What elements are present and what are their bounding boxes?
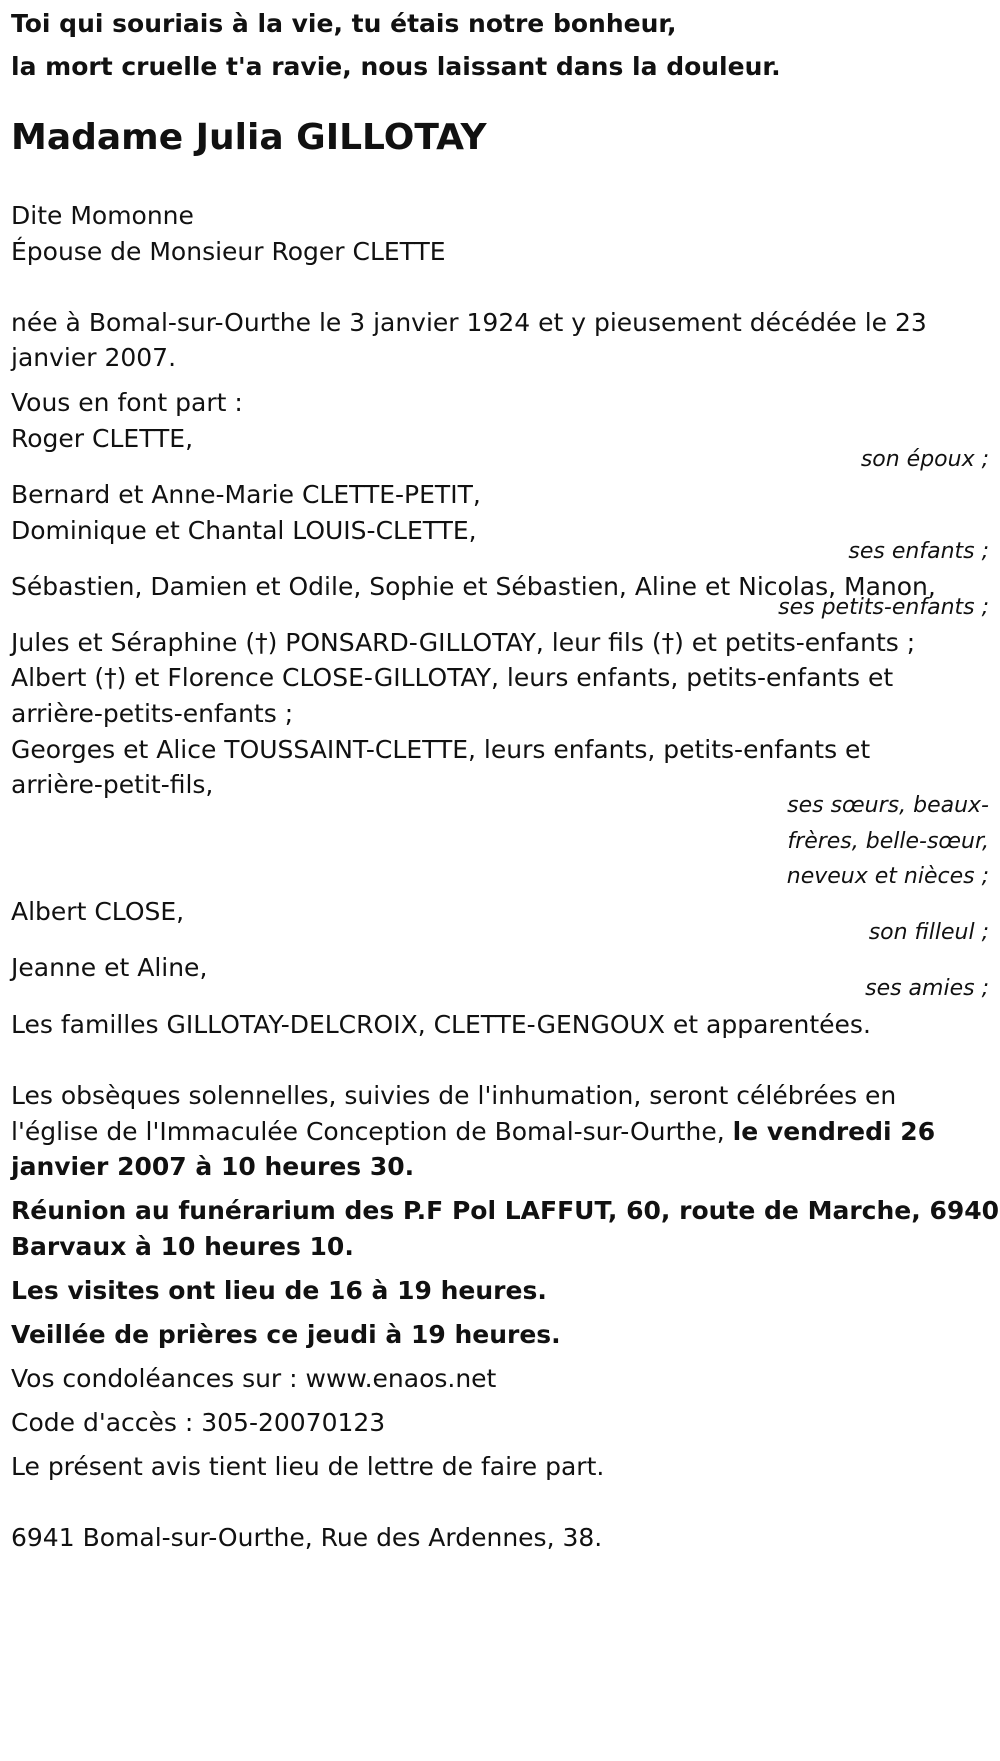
funeral-line-2 (11, 1112, 935, 1152)
condolences-line: Vos condoléances sur : www.enaos.net (11, 1364, 497, 1393)
sibling-line-4: Georges et Alice TOUSSAINT-CLETTE, leurs enfants, petits-enfants et (11, 735, 871, 764)
relation-friends: ses amies ; (865, 976, 989, 1001)
vigil-line: Veillée de prières ce jeudi à 19 heures. (11, 1320, 561, 1349)
child-name-2: Dominique et Chantal LOUIS-CLETTE, (11, 516, 477, 545)
birth-death-line-2: janvier 2007. (11, 343, 177, 372)
epitaph-line-1: Toi qui souriais à la vie, tu étais notre bonheur, (11, 9, 677, 38)
relation-siblings-2: frères, belle-sœur, (787, 829, 989, 854)
spouse-line: Épouse de Monsieur Roger CLETTE (11, 237, 446, 266)
access-code-line: Code d'accès : 305-20070123 (11, 1408, 386, 1437)
birth-death-line-1: née à Bomal-sur-Ourthe le 3 janvier 1924 et y pieusement décédée le 23 (11, 308, 927, 337)
sibling-line-5: arrière-petit-fils, (11, 770, 214, 799)
nickname: Dite Momonne (11, 201, 194, 230)
relation-spouse: son époux ; (860, 447, 989, 472)
address-line: 6941 Bomal-sur-Ourthe, Rue des Ardennes, 38. (11, 1523, 603, 1552)
child-name-1: Bernard et Anne-Marie CLETTE-PETIT, (11, 480, 481, 509)
relation-children: ses enfants ; (848, 539, 989, 564)
friends-names: Jeanne et Aline, (11, 953, 208, 982)
epitaph-line-2: la mort cruelle t'a ravie, nous laissant dans la douleur. (11, 52, 781, 81)
funeral-date-start: le vendredi 26 (732, 1117, 936, 1146)
relation-siblings-3: neveux et nièces ; (786, 864, 989, 889)
relation-godson: son filleul ; (868, 920, 989, 945)
sibling-line-1: Jules et Séraphine (†) PONSARD-GILLOTAY, leur fils (†) et petits-enfants ; (11, 628, 916, 657)
grandchildren-names: Sébastien, Damien et Odile, Sophie et Sébastien, Aline et Nicolas, Manon, (11, 572, 936, 601)
relation-grandchildren: ses petits-enfants ; (778, 595, 989, 620)
announcement-intro: Vous en font part : (11, 388, 243, 417)
spouse-name: Roger CLETTE, (11, 424, 194, 453)
funeral-date-end: janvier 2007 à 10 heures 30. (11, 1152, 415, 1181)
notice-line: Le présent avis tient lieu de lettre de faire part. (11, 1452, 605, 1481)
gathering-line-2: Barvaux à 10 heures 10. (11, 1232, 354, 1261)
funeral-line-1: Les obsèques solennelles, suivies de l'inhumation, seront célébrées en (11, 1081, 897, 1110)
sibling-line-3: arrière-petits-enfants ; (11, 699, 294, 728)
gathering-line-1: Réunion au funérarium des P.F Pol LAFFUT, 60, route de Marche, 6940 (11, 1196, 1000, 1225)
funeral-place: l'église de l'Immaculée Conception de Bomal-sur-Ourthe, (11, 1117, 733, 1146)
sibling-line-2: Albert (†) et Florence CLOSE-GILLOTAY, leurs enfants, petits-enfants et (11, 663, 894, 692)
families-line: Les familles GILLOTAY-DELCROIX, CLETTE-GENGOUX et apparentées. (11, 1010, 871, 1039)
visits-line: Les visites ont lieu de 16 à 19 heures. (11, 1276, 547, 1305)
deceased-name: Madame Julia GILLOTAY (11, 117, 487, 158)
relation-siblings-1: ses sœurs, beaux- (787, 793, 989, 818)
godson-name: Albert CLOSE, (11, 897, 185, 926)
